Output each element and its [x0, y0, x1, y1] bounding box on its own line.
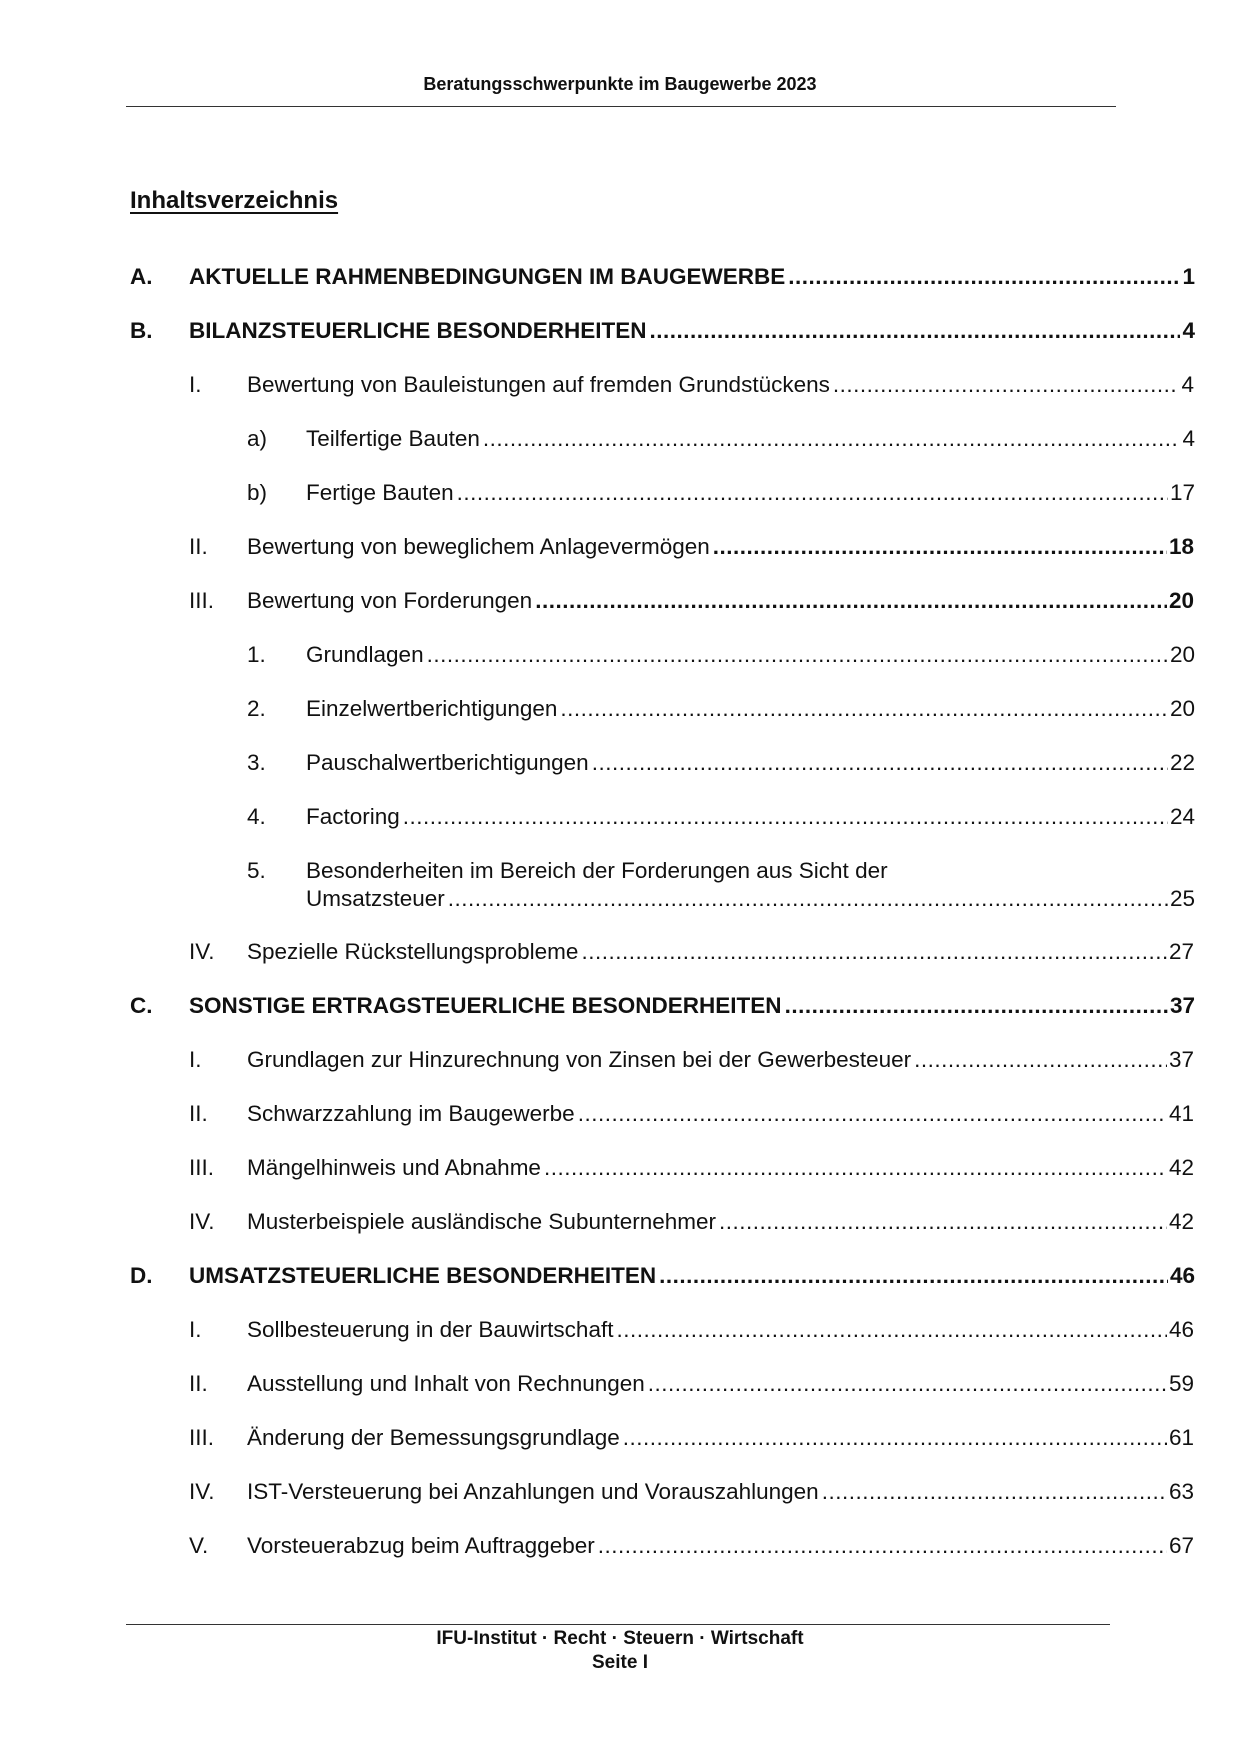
toc-entry-title: Fertige Bauten — [306, 480, 454, 505]
toc-leader-dots — [544, 1154, 1167, 1182]
toc-entry-page: 17 — [1169, 480, 1195, 505]
toc-entry-page: 59 — [1168, 1371, 1194, 1396]
toc-leader-dots — [713, 533, 1167, 561]
toc-leader-dots — [650, 317, 1181, 345]
toc-leader-dots — [457, 479, 1168, 507]
toc-entry-page: 37 — [1168, 1047, 1194, 1072]
toc-entry-page: 37 — [1169, 993, 1195, 1018]
toc-entry-d-iii[interactable] — [189, 1424, 1194, 1452]
toc-entry-page: 27 — [1168, 939, 1194, 964]
toc-entry-number: I. — [189, 1317, 202, 1342]
toc-entry-c[interactable] — [130, 992, 1195, 1020]
toc-entry-number: B. — [130, 318, 153, 343]
toc-entry-c-ii[interactable] — [189, 1100, 1194, 1128]
toc-entry-number: 1. — [247, 642, 266, 667]
toc-entry-page: 4 — [1182, 318, 1195, 343]
toc-leader-dots — [427, 641, 1168, 669]
footer-institute: IFU-Institut · Recht · Steuern · Wirtschaft — [436, 1628, 804, 1649]
toc-entry-title: Vorsteuerabzug beim Auftraggeber — [247, 1533, 595, 1558]
toc-entry-title: Bewertung von Forderungen — [247, 588, 533, 613]
toc-entry-title: SONSTIGE ERTRAGSTEUERLICHE BESONDERHEITEN — [189, 993, 782, 1018]
toc-leader-dots — [598, 1532, 1167, 1560]
toc-leader-dots — [578, 1100, 1167, 1128]
toc-entry-page: 20 — [1169, 642, 1195, 667]
toc-entry-c-i[interactable] — [189, 1046, 1194, 1074]
toc-entry-title: Grundlagen zur Hinzurechnung von Zinsen bei der Gewerbesteuer — [247, 1047, 912, 1072]
toc-entry-page: 46 — [1168, 1317, 1194, 1342]
toc-entry-number: 5. — [247, 858, 266, 883]
toc-entry-title: Mängelhinweis und Abnahme — [247, 1155, 541, 1180]
toc-leader-dots — [560, 695, 1168, 723]
toc-leader-dots — [623, 1424, 1167, 1452]
toc-entry-number: II. — [189, 534, 208, 559]
toc-entry-b-iii-5[interactable] — [247, 857, 1195, 913]
toc-entry-title-line1: Besonderheiten im Bereich der Forderungen aus Sicht der — [306, 858, 888, 883]
toc-leader-dots — [914, 1046, 1167, 1074]
toc-leader-dots — [616, 1316, 1167, 1344]
toc-entry-b-iii-4[interactable] — [247, 803, 1195, 831]
toc-entry-title: AKTUELLE RAHMENBEDINGUNGEN IM BAUGEWERBE — [189, 264, 786, 289]
toc-entry-title: Pauschalwertberichtigungen — [306, 750, 589, 775]
toc-entry-number: 4. — [247, 804, 266, 829]
toc-entry-title: IST-Versteuerung bei Anzahlungen und Vorauszahlungen — [247, 1479, 819, 1504]
toc-entry-page: 24 — [1169, 804, 1195, 829]
toc-entry-title: Schwarzzahlung im Baugewerbe — [247, 1101, 575, 1126]
toc-entry-page: 4 — [1182, 426, 1195, 451]
footer-page-number: Seite I — [592, 1652, 648, 1673]
toc-leader-dots — [535, 587, 1167, 615]
toc-leader-dots — [648, 1370, 1167, 1398]
toc-leader-dots — [592, 749, 1168, 777]
toc-entry-title: Sollbesteuerung in der Bauwirtschaft — [247, 1317, 614, 1342]
toc-entry-number: III. — [189, 1425, 215, 1450]
toc-entry-title: UMSATZSTEUERLICHE BESONDERHEITEN — [189, 1263, 657, 1288]
toc-entry-title: Grundlagen — [306, 642, 424, 667]
page-header-title: Beratungsschwerpunkte im Baugewerbe 2023 — [423, 74, 817, 94]
toc-leader-dots — [659, 1262, 1168, 1290]
toc-entry-d[interactable] — [130, 1262, 1195, 1290]
toc-entry-b-iii-3[interactable] — [247, 749, 1195, 777]
toc-entry-title: Teilfertige Bauten — [306, 426, 480, 451]
toc-entry-b-iii-2[interactable] — [247, 695, 1195, 723]
toc-entry-title: Ausstellung und Inhalt von Rechnungen — [247, 1371, 645, 1396]
toc-entry-b-ii[interactable] — [189, 533, 1194, 561]
toc-entry-d-ii[interactable] — [189, 1370, 1194, 1398]
toc-entry-number: 2. — [247, 696, 266, 721]
toc-entry-title: Musterbeispiele ausländische Subunternehmer — [247, 1209, 717, 1234]
toc-entry-c-iv[interactable] — [189, 1208, 1194, 1236]
toc-entry-number: IV. — [189, 1209, 215, 1234]
footer-divider — [126, 1624, 1110, 1625]
toc-entry-page: 20 — [1169, 696, 1195, 721]
toc-entry-b-iii-1[interactable] — [247, 641, 1195, 669]
toc-entry-b-i-b[interactable] — [247, 479, 1195, 507]
toc-entry-page: 20 — [1168, 588, 1194, 613]
toc-entry-page: 22 — [1169, 750, 1195, 775]
toc-entry-b-iv[interactable] — [189, 938, 1194, 966]
toc-leader-dots — [403, 803, 1168, 831]
toc-entry-title: Factoring — [306, 804, 400, 829]
toc-entry-b-i-a[interactable] — [247, 425, 1195, 453]
toc-entry-title: Spezielle Rückstellungsprobleme — [247, 939, 579, 964]
toc-entry-d-i[interactable] — [189, 1316, 1194, 1344]
toc-entry-number: V. — [189, 1533, 209, 1558]
toc-entry-page: 4 — [1181, 372, 1194, 397]
toc-entry-title: Änderung der Bemessungsgrundlage — [247, 1425, 620, 1450]
toc-entry-number: C. — [130, 993, 153, 1018]
toc-entry-title-line2: Umsatzsteuer — [306, 886, 445, 911]
toc-entry-number: b) — [247, 480, 268, 505]
toc-entry-page: 46 — [1169, 1263, 1195, 1288]
toc-leader-dots — [581, 938, 1167, 966]
toc-entry-d-iv[interactable] — [189, 1478, 1194, 1506]
toc-entry-number: a) — [247, 426, 268, 451]
toc-entry-page: 1 — [1182, 264, 1195, 289]
toc-entry-number: II. — [189, 1101, 208, 1126]
toc-heading: Inhaltsverzeichnis — [130, 187, 339, 214]
toc-entry-b[interactable] — [130, 317, 1195, 345]
toc-entry-title: Bewertung von beweglichem Anlagevermögen — [247, 534, 710, 559]
toc-entry-page: 42 — [1168, 1209, 1194, 1234]
toc-entry-title: Bewertung von Bauleistungen auf fremden Grundstückens — [247, 372, 830, 397]
header-divider — [126, 106, 1116, 107]
toc-entry-page: 67 — [1168, 1533, 1194, 1558]
toc-leader-dots — [788, 263, 1180, 291]
toc-entry-number: IV. — [189, 1479, 215, 1504]
toc-entry-number: III. — [189, 1155, 215, 1180]
toc-leader-dots — [719, 1208, 1167, 1236]
toc-entry-b-i[interactable] — [189, 371, 1194, 399]
toc-entry-page: 41 — [1168, 1101, 1194, 1126]
toc-entry-page: 42 — [1168, 1155, 1194, 1180]
toc-entry-number: I. — [189, 1047, 202, 1072]
toc-entry-page: 63 — [1168, 1479, 1194, 1504]
toc-entry-number: A. — [130, 264, 153, 289]
toc-entry-c-iii[interactable] — [189, 1154, 1194, 1182]
toc-entry-a[interactable] — [130, 263, 1195, 291]
toc-entry-number: II. — [189, 1371, 208, 1396]
toc-entry-title: Einzelwertberichtigungen — [306, 696, 558, 721]
toc-entry-page: 61 — [1168, 1425, 1194, 1450]
toc-leader-dots — [483, 425, 1181, 453]
toc-leader-dots — [448, 885, 1168, 913]
toc-entry-d-v[interactable] — [189, 1532, 1194, 1560]
toc-entry-number: D. — [130, 1263, 153, 1288]
toc-entry-number: IV. — [189, 939, 215, 964]
toc-entry-title: BILANZSTEUERLICHE BESONDERHEITEN — [189, 318, 647, 343]
toc-leader-dots — [833, 371, 1180, 399]
toc-entry-b-iii[interactable] — [189, 587, 1194, 615]
toc-entry-page: 25 — [1169, 886, 1195, 911]
toc-entry-number: 3. — [247, 750, 266, 775]
toc-entry-number: III. — [189, 588, 215, 613]
toc-leader-dots — [785, 992, 1168, 1020]
toc-entry-page: 18 — [1168, 534, 1194, 559]
toc-leader-dots — [822, 1478, 1167, 1506]
toc-entry-number: I. — [189, 372, 202, 397]
